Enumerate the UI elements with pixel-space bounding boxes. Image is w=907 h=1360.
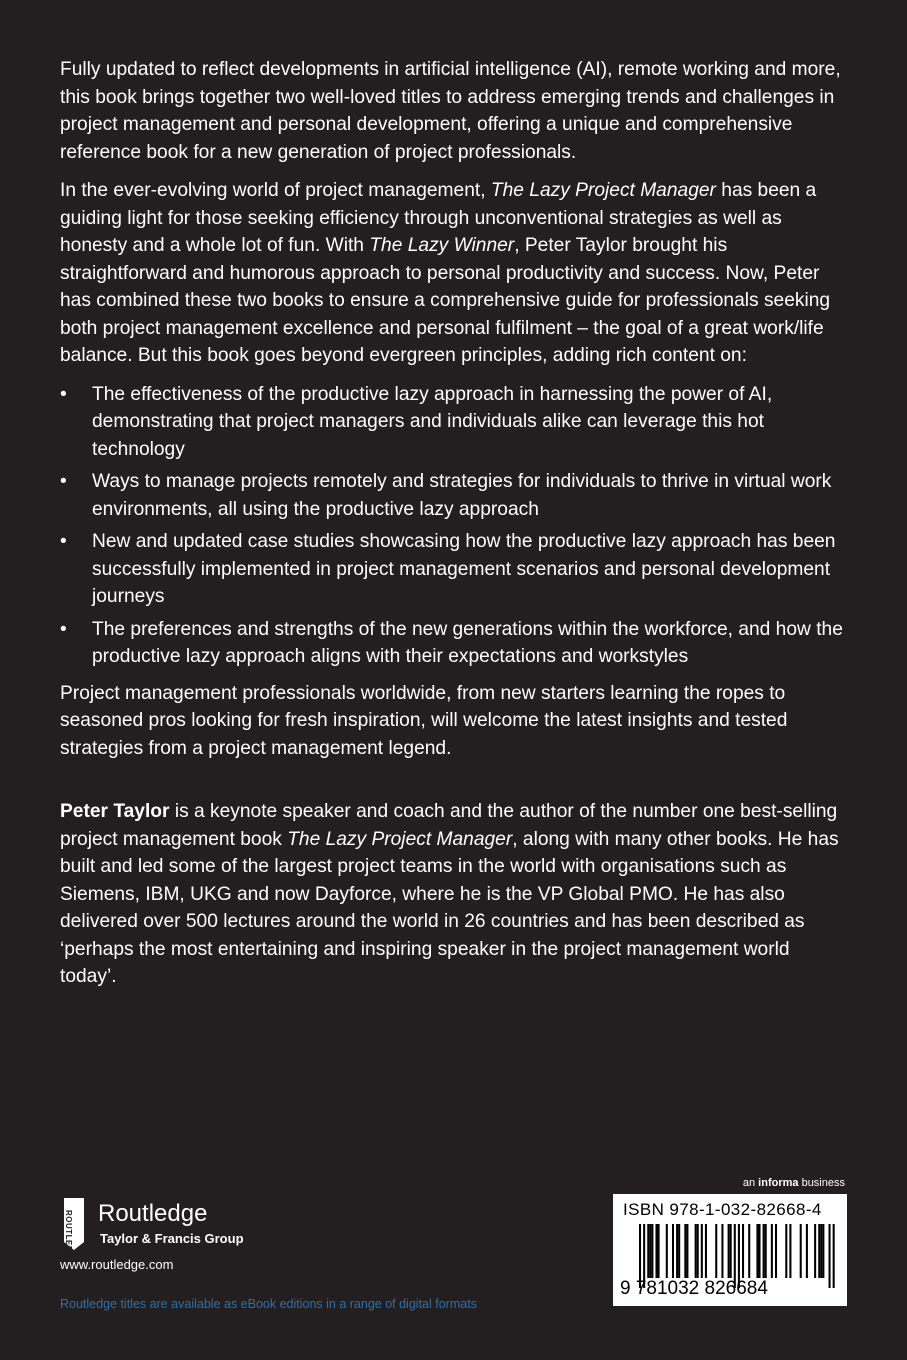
barcode-bar <box>695 1224 697 1278</box>
list-item-text: The preferences and strengths of the new generations within the workforce, and how the productive lazy approach aligns with their expectations and workstyles <box>92 618 843 667</box>
barcode-bar <box>833 1224 835 1288</box>
informa-line <box>743 1176 845 1190</box>
informa-suffix: business <box>798 1177 845 1189</box>
barcode-bar <box>697 1224 699 1278</box>
list-item-text: New and updated case studies showcasing how the productive lazy approach has been successfully implemented in project management scenarios and personal development journeys <box>92 531 836 607</box>
barcode-digits: 9 781032 826684 <box>620 1278 768 1299</box>
barcode-bar <box>820 1224 822 1278</box>
barcode-bar <box>806 1224 808 1278</box>
barcode-bar <box>765 1224 767 1278</box>
barcode-bar <box>666 1224 668 1278</box>
author-bio <box>60 798 850 991</box>
book-title-lazy-project-manager: The Lazy Project Manager <box>490 180 716 201</box>
barcode-bar <box>818 1224 820 1278</box>
publisher-group: Taylor & Francis Group <box>100 1231 244 1246</box>
author-name: Peter Taylor <box>60 801 170 822</box>
barcode-bar <box>758 1224 760 1278</box>
logo-text: ROUTLEDGE <box>64 1210 73 1265</box>
list-item <box>60 381 850 464</box>
barcode-bar <box>728 1224 730 1278</box>
ebook-note: Routledge titles are available as eBook editions in a range of digital formats <box>60 1297 477 1311</box>
informa-brand: informa <box>758 1177 799 1189</box>
publisher-name: Routledge <box>98 1200 208 1227</box>
barcode-bar <box>756 1224 758 1278</box>
bullet-icon: • <box>60 618 67 640</box>
barcode-bar <box>649 1224 651 1278</box>
body-text-3: , Peter Taylor brought his straightforward and humorous approach to personal productivity and success. Now, Peter has combined these two books to ensure a comprehensive guide for professionals seeking both project management excellence and personal fulfilment – the goal of a great work/life balance. But this book goes beyond evergreen principles, adding rich content on: <box>60 235 831 366</box>
barcode-bar <box>655 1224 657 1278</box>
barcode-bar <box>789 1224 791 1278</box>
barcode-bar <box>658 1224 660 1278</box>
barcode-bar <box>814 1224 816 1278</box>
body-text-2: has been a guiding light for those seeking efficiency through unconventional strategies as well as honesty and a whole lot of fun. With <box>60 180 817 256</box>
list-item <box>60 616 850 671</box>
body-paragraph <box>60 177 850 370</box>
barcode-bar <box>672 1224 674 1278</box>
intro-paragraph: Fully updated to reflect developments in artificial intelligence (AI), remote working and more, this book brings together two well-loved titles to address emerging trends and challenges in project management and personal development, offering a unique and comprehensive reference book for a new generation of project professionals. <box>60 59 841 163</box>
publisher-website: www.routledge.com <box>60 1257 174 1272</box>
barcode-bar <box>742 1224 744 1278</box>
bullet-icon: • <box>60 471 67 492</box>
barcode-bar <box>800 1224 802 1278</box>
list-item <box>60 468 850 523</box>
list-item <box>60 528 850 611</box>
barcode-bar <box>647 1224 649 1278</box>
barcode-bar <box>678 1224 680 1278</box>
isbn-barcode <box>613 1194 847 1306</box>
barcode-bar <box>748 1224 750 1278</box>
barcode-bar <box>775 1224 777 1278</box>
barcode-bar <box>676 1224 678 1278</box>
barcode-bar <box>684 1224 686 1278</box>
bullet-icon: • <box>60 383 67 405</box>
barcode-bar <box>651 1224 653 1278</box>
list-item-text: The effectiveness of the productive lazy approach in harnessing the power of AI, demonstrating that project managers and individuals alike can leverage this hot technology <box>92 383 773 460</box>
barcode-bar <box>763 1224 765 1278</box>
back-cover-text <box>60 56 850 1002</box>
bio-book-title: The Lazy Project Manager <box>287 828 513 850</box>
barcode-bar <box>721 1224 723 1278</box>
feature-list <box>60 381 850 671</box>
barcode-bar <box>829 1224 831 1288</box>
barcode-bar <box>701 1224 703 1278</box>
book-title-lazy-winner: The Lazy Winner <box>369 235 515 256</box>
barcode-bar <box>705 1224 707 1278</box>
barcode-bar <box>822 1224 824 1278</box>
isbn-label: ISBN 978-1-032-82668-4 <box>623 1200 822 1219</box>
bio-text-1: is a keynote speaker and coach and the author of the number one best-selling project management book <box>60 801 838 850</box>
bullet-icon: • <box>60 531 67 552</box>
informa-prefix: an <box>742 1177 759 1189</box>
barcode-bar <box>715 1224 717 1278</box>
body-text-1: In the ever-evolving world of project management, <box>60 180 491 201</box>
bio-text-2: , along with many other books. He has built and led some of the largest project teams in the world with organisations such as Siemens, IBM, UKG and now Dayforce, where he is the VP Global PMO. He has also delivered over 500 lectures around the world in 26 countries and has been described as ‘perhaps the most entertaining and inspiring speaker in the project management world today’. <box>60 828 839 987</box>
barcode-bar <box>771 1224 773 1278</box>
barcode-bar <box>785 1224 787 1278</box>
barcode-bar <box>730 1224 732 1278</box>
barcode-bar <box>686 1224 688 1278</box>
list-item-text: Ways to manage projects remotely and strategies for individuals to thrive in virtual work environments, all using the productive lazy approach <box>92 471 832 520</box>
closing-paragraph: Project management professionals worldwide, from new starters learning the ropes to seasoned pros looking for fresh inspiration, will welcome the latest insights and tested strategies from a project management legend. <box>60 682 788 759</box>
